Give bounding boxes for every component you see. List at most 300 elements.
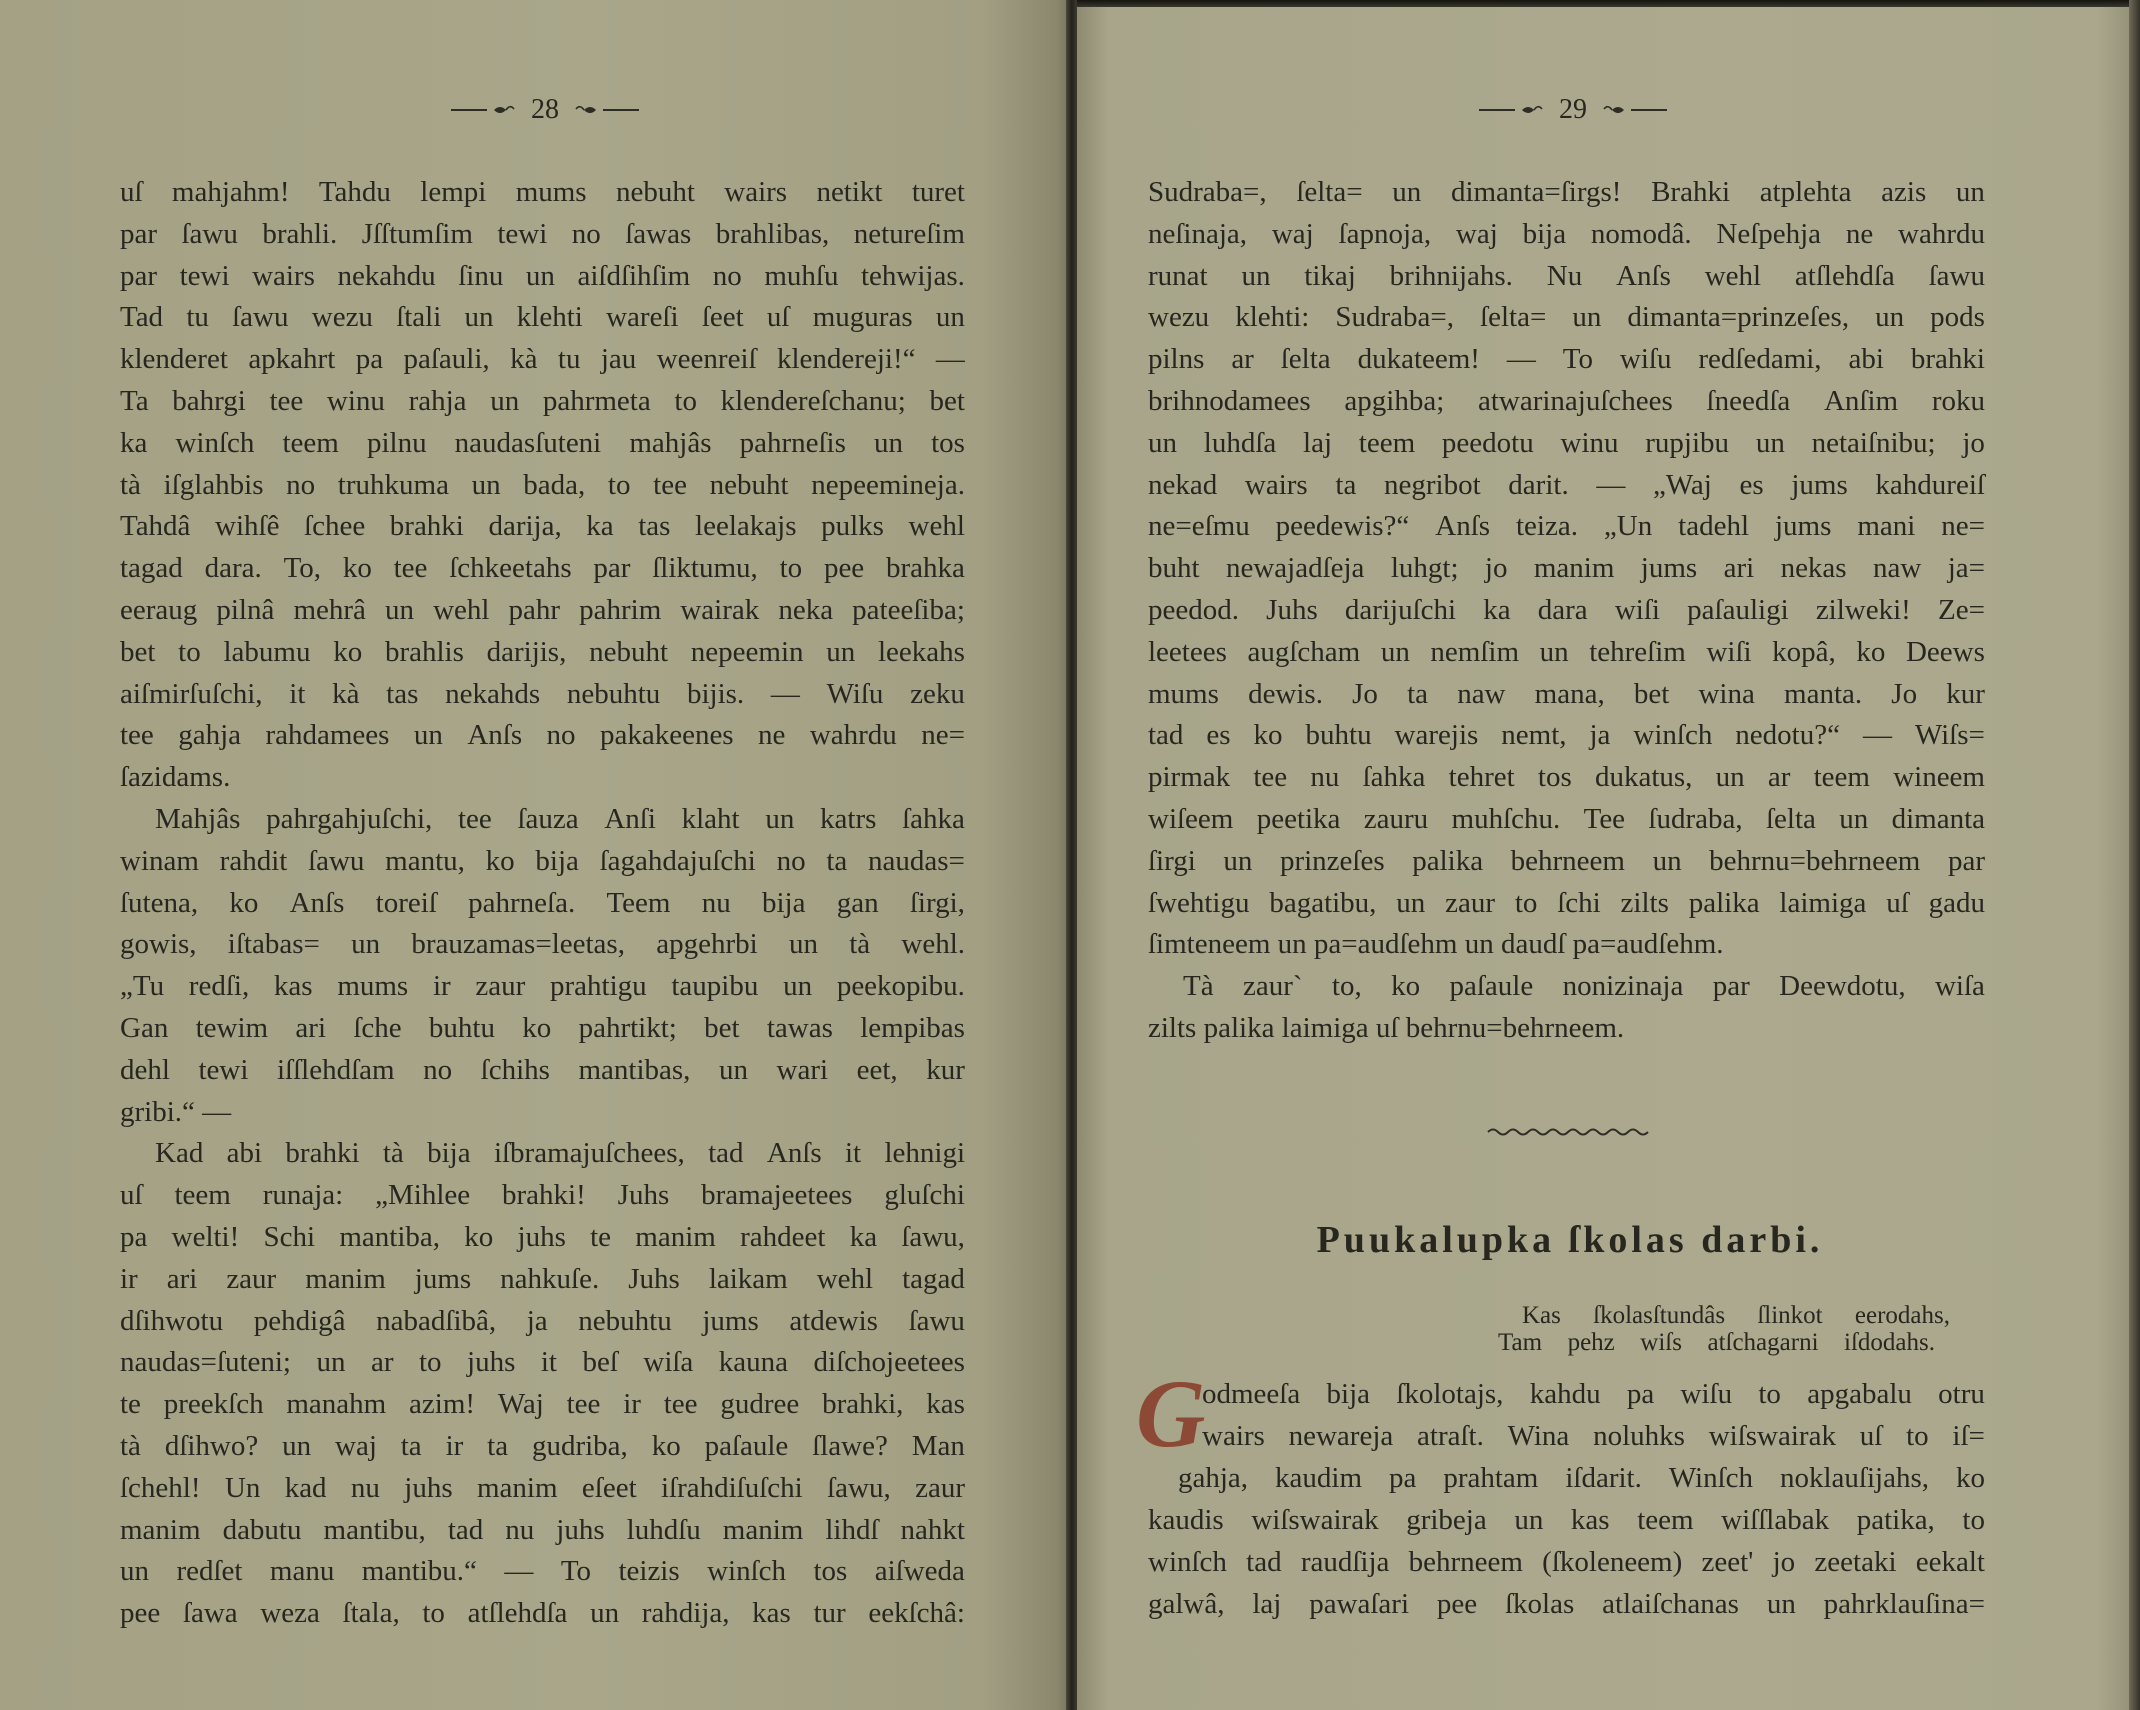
word: ja [526,1304,548,1337]
word: winſch [1148,1546,1227,1578]
word: no [776,844,806,877]
word: apgabalu [1807,1378,1912,1410]
text-line [120,966,965,1008]
word: mahjahm! [171,176,290,208]
word: to [418,1346,442,1379]
word: jums [1640,552,1698,585]
word: peekopibu. [836,970,965,1003]
word: peetika [1256,802,1341,835]
word: tos [813,1555,848,1588]
text-line [1148,1415,1985,1457]
word: ſchi [1557,886,1601,919]
word: nebuht [709,468,789,501]
word: un [525,259,555,292]
word: apkahrt [248,343,336,376]
word: tewi [179,259,230,292]
word: juhs [467,1346,516,1379]
word: un [1766,1588,1796,1620]
word: nekas [1780,552,1847,585]
text-line [1148,1583,1985,1625]
word: jums [1774,510,1832,543]
word: „Mihlee [375,1179,471,1212]
word: un [765,802,795,835]
word: tà [120,1429,141,1462]
word: tee [663,1388,698,1421]
word: it [289,677,306,710]
word: wiſs [1640,1329,1682,1356]
word: newareja [1288,1420,1394,1452]
word: zilweki! [1815,593,1911,626]
word: un [1392,176,1422,208]
word: kahdureiſ [1875,468,1985,501]
word: rupjibu [1645,426,1730,459]
word: atſchagarni [1707,1329,1819,1356]
text-line [120,799,965,841]
word: un [1380,635,1410,668]
word: zeku [910,677,965,710]
word: pee [823,552,865,585]
word: to [422,1597,445,1630]
word: kà [510,343,538,376]
word: — [504,1555,534,1588]
word: negribot [1383,468,1481,501]
word: Jo [1891,677,1918,710]
word: — [935,343,965,376]
word: ne=eſmu [1148,510,1250,543]
word: Juhs [617,1179,670,1212]
text-line [120,256,965,298]
word: netikt [816,176,883,208]
word: Gan [120,1011,169,1044]
word: Neſpehja [1716,217,1822,250]
word: lehnigi [884,1137,965,1170]
word: buht [1148,552,1200,585]
word: naw [1457,677,1506,710]
word: tawas [766,1011,833,1044]
word: abi [226,1137,263,1170]
word: nedotu?“ [1735,719,1840,752]
word: Wiſu [826,677,884,710]
word: ſchkeetahs [449,552,572,585]
word: es [1739,468,1764,501]
word: ari [1723,552,1755,585]
word: pirmak [1148,761,1231,794]
word: ſawas [625,217,692,250]
word: brauzamas=leetas, [411,928,625,961]
word: es [1206,719,1231,752]
word: ſelta= [1480,301,1547,334]
word: waj [335,1429,377,1462]
word: turet [911,176,965,208]
word: wiſſlabak [1721,1504,1830,1536]
word: ſkolas [1504,1588,1575,1620]
text-line [1148,1499,1985,1541]
word: tà [382,1137,404,1170]
word: tehwijas. [861,259,965,292]
word: ſelta= [1296,176,1363,208]
word: ſawu [1928,259,1985,292]
word: ari [295,1011,327,1044]
word: jums [1791,468,1848,501]
word: ir [120,1262,138,1295]
text-line [1148,256,1985,298]
word: ka [849,1220,878,1253]
word: ar [1767,761,1791,794]
word: rahdamees [265,719,390,752]
section-title: Puukalupka ſkolas darbi. [1316,1219,1824,1261]
word: dewis. [1248,677,1323,710]
word: uſ [1886,886,1909,919]
word: mantibu.“ [361,1555,477,1588]
word: ko [333,635,363,668]
word: ſagahdajuſchi [599,844,756,877]
word: Jo [1352,677,1378,710]
word: palika [1412,844,1484,877]
word: nu [350,1471,380,1504]
word: no [571,217,601,250]
text-line: gribi.“ — [120,1095,232,1128]
word: uſ [120,1179,143,1212]
word: ſawu [908,1304,965,1337]
word: ſawa [182,1597,238,1630]
word: dimanta [1891,802,1985,835]
word: un [783,970,813,1003]
word: zeet' [1701,1546,1754,1578]
word: tagad [902,1262,965,1295]
word: un [1715,761,1745,794]
word: tur [813,1597,846,1630]
word: odmeeſa [1202,1378,1301,1410]
word: Deews [1905,635,1985,668]
text-line [120,1217,965,1259]
word: luhdſu [626,1513,701,1546]
word: Anſs [766,1137,822,1170]
word: wahrdu [1898,217,1985,250]
word: dſihwo? [164,1429,259,1462]
word: Tahdâ [120,510,191,543]
word: muguras [812,301,913,334]
word: un [282,1429,312,1462]
word: it [845,1137,862,1170]
word: juhs [404,1471,453,1504]
word: bagatibu, [1269,886,1377,919]
text-line [1148,172,1985,214]
word: mums [337,970,409,1003]
text-line [1148,214,1985,256]
word: warejis [1394,719,1479,752]
word: un [1652,844,1682,877]
fleuron-icon [1603,103,1625,117]
word: winam [120,844,199,877]
word: aiſmirſuſchi, [120,677,263,710]
word: ar [370,1346,394,1379]
word: jums [702,1304,759,1337]
word: azim! [409,1388,476,1421]
word: ja [1589,719,1611,752]
word: labumu [223,635,311,668]
word: laj [1252,1588,1282,1620]
word: manu [269,1555,335,1588]
word: bija [1522,217,1567,250]
word: Anſs [1435,510,1491,543]
word: runaja: [262,1179,344,1212]
word: ſinu [458,259,504,292]
word: paſauli, [403,343,490,376]
word: lempibas [860,1011,965,1044]
word: wezu [311,301,373,334]
word: nekad [1148,468,1218,501]
word: prahtam [1443,1462,1539,1494]
word: manahm [286,1388,387,1421]
word: wari [776,1053,829,1086]
word: iſtabas= [227,928,320,961]
word: brahki [389,510,464,543]
word: un [413,719,443,752]
word: rahdeet [740,1220,826,1253]
right-page-text [1148,172,1985,1050]
word: ko [229,886,259,919]
word: bet [120,635,156,668]
word: wehl [816,1262,874,1295]
text-line [1148,715,1985,757]
word: un [590,1597,620,1630]
word: Anſs [1616,259,1671,292]
header-rule [603,109,639,111]
word: un [1572,301,1602,334]
word: wairak [680,593,760,626]
page-edge-shadow [2129,0,2140,1710]
text-line [120,1133,965,1175]
word: tewi [198,1053,249,1086]
word: dara [1537,593,1588,626]
word: tà [120,468,141,501]
word: no [286,468,316,501]
word: zauru [1363,802,1429,835]
word: ſawu, [827,1471,891,1504]
word: te [590,1220,612,1253]
word: pahrtikt; [578,1011,677,1044]
word: — [1506,343,1536,376]
text-line [1148,841,1985,883]
word: wehl [1704,259,1762,292]
text-line [1148,548,1985,590]
word: Tahdu [318,176,391,208]
page-header-left [440,92,650,128]
word: bet [704,1011,740,1044]
text-line [120,339,965,381]
word: wiſa [643,1346,694,1379]
word: Ze= [1938,593,1985,626]
word: naudasſuteni [454,426,602,459]
word: atwarinajuſchees [1477,384,1673,417]
word: luhgt; [1390,552,1459,585]
word: pa [120,1220,148,1253]
word: un [1396,886,1426,919]
word: brahki [1910,343,1985,376]
word: muhſchu. [1451,802,1561,835]
text-line [120,1008,965,1050]
word: eekalt [1915,1546,1985,1578]
word: galwâ, [1148,1588,1225,1620]
word: wiſi [1614,593,1660,626]
word: pilnâ [216,593,275,626]
word: gudriba, [531,1429,628,1462]
word: zaur` [1242,970,1303,1003]
fleuron-icon [1521,103,1543,117]
word: brahki [285,1137,360,1170]
word: wiſeem [1148,802,1234,835]
word: ſche [353,1011,402,1044]
word: to [178,635,201,668]
word: un [316,1346,346,1379]
word: ſneedſa [1706,384,1791,417]
word: wiſu [1680,1378,1733,1410]
word: ari [166,1262,198,1295]
word: To [1562,343,1593,376]
word: rahja [408,384,467,417]
word: ſkolasſtundâs [1593,1302,1726,1329]
text-line [1148,674,1985,716]
word: te [120,1388,141,1421]
word: to [1758,1378,1781,1410]
word: tee [1253,761,1288,794]
word: un [1148,426,1177,459]
word: tee [269,384,304,417]
word: pateeſiba; [852,593,965,626]
word: Nu [1546,259,1583,292]
word: tikaj [1304,259,1356,292]
word: ſirgi [1148,844,1196,877]
word: winu [1560,426,1619,459]
word: brahki, [822,1388,904,1421]
word: un [1223,844,1253,877]
word: laimiga [1779,886,1867,919]
word: ir [445,1429,464,1462]
word: brahki! [502,1179,586,1212]
word: tewi [497,217,548,250]
word: behrneem [1510,844,1625,877]
word: atſlehdſa [467,1597,568,1630]
word: waj [1271,217,1314,250]
word: ko [1391,970,1421,1003]
text-line [120,506,965,548]
word: no [712,259,742,292]
word: Mahjâs [155,802,241,835]
word: tadehl [1678,510,1750,543]
fleuron-icon [575,103,597,117]
text-line [120,172,965,214]
text-line [1148,632,1985,674]
word: Waj [497,1388,544,1421]
header-rule [451,109,487,111]
word: tee [457,802,492,835]
word: toreiſ [375,886,437,919]
word: kauna [718,1346,789,1379]
word: kur [1946,677,1985,710]
drop-cap: G [1136,1360,1206,1467]
word: dukateem! [1357,343,1480,376]
word: ar [1231,343,1254,376]
text-line [120,1175,965,1217]
word: par [120,259,158,292]
word: mums [515,176,587,208]
text-line [120,1468,965,1510]
word: nahkt [900,1513,965,1546]
word: iſdodahs. [1844,1329,1935,1356]
word: ta [1335,468,1357,501]
word: brihnodamees [1148,384,1311,417]
word: bada, [523,468,586,501]
word: iſſlehdſam [276,1053,395,1086]
word: tee [566,1388,601,1421]
word: — [770,677,800,710]
word: eeraug [120,593,198,626]
word: to [779,552,803,585]
word: bahrgi [172,384,246,417]
word: Teem [606,886,671,919]
word: ſauza [517,802,579,835]
word: leelakajs [695,510,797,543]
text-line [120,1551,965,1593]
word: tehret [1448,761,1515,794]
word: jo [1772,1546,1796,1578]
word: To [560,1555,592,1588]
text-line [120,1384,965,1426]
word: tà [849,928,871,961]
word: ja= [1947,552,1985,585]
word: ir [432,970,451,1003]
word: un [471,468,501,501]
word: uſ [766,301,790,334]
word: bramajeetees [701,1179,853,1212]
word: patika, [1856,1504,1935,1536]
epigraph-line [1522,1302,1950,1330]
word: dukatus, [1594,761,1693,794]
text-line [120,632,965,674]
word: teem [282,426,339,459]
word: Un [224,1471,261,1504]
word: un [120,1555,149,1588]
word: klendereſchanu; [720,384,906,417]
word: rahdija, [641,1597,730,1630]
word: weza [260,1597,320,1630]
word: bet [929,384,965,417]
word: gowis, [120,928,197,961]
word: tee [120,719,154,752]
word: — [1862,719,1892,752]
word: atraſt. [1417,1420,1484,1452]
word: mantibas, [578,1053,691,1086]
word: uſ [1859,1420,1883,1452]
word: welti! [171,1220,240,1253]
word: ko [342,552,372,585]
word: manta. [1784,677,1863,710]
text-line [120,465,965,507]
word: mantibu, [323,1513,426,1546]
text-line [1148,297,1985,339]
word: ſkolotajs, [1396,1378,1504,1410]
word: it [540,1346,557,1379]
word: beſ [582,1346,618,1379]
text-line [120,715,965,757]
word: neka [778,593,834,626]
word: paſaule [1449,970,1534,1003]
word: ſtali [396,301,442,334]
word: Jſſtumſim [361,217,473,250]
word: teem [1813,761,1870,794]
word: noklauſijahs, [1779,1462,1929,1494]
word: raudſija [1300,1546,1390,1578]
